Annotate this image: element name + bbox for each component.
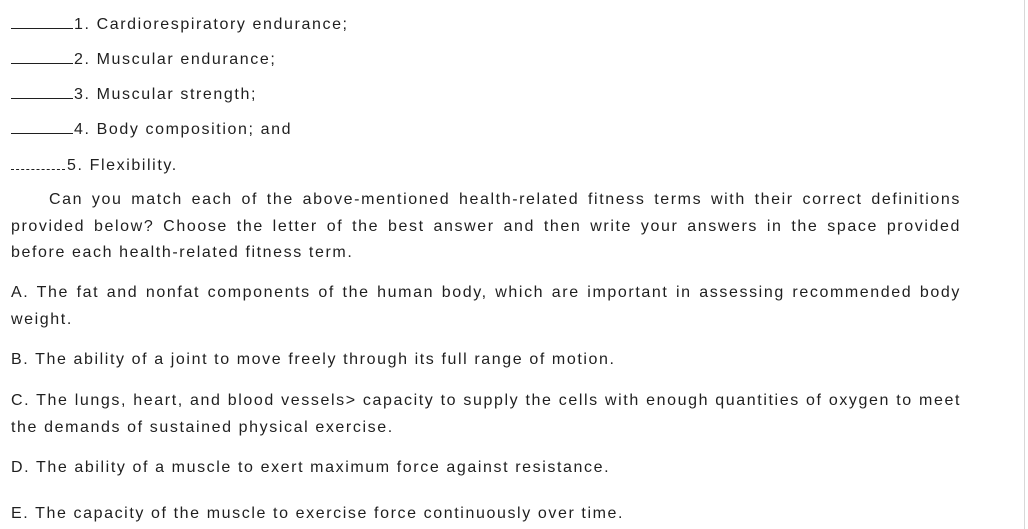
definition-c: C. The lungs, heart, and blood vessels> capacity to supply the cells with enough quantities of oxygen to meet the demands of sustained physical exercise. xyxy=(11,392,961,436)
instructions-paragraph: Can you match each of the above-mentioned health-related fitness terms with their correct definitions provided below? Choose the letter of the best answer and then write your answers in the space provided before each health-related fitness term. xyxy=(11,191,961,261)
term-item-3 xyxy=(11,84,257,105)
term-text: 5. Flexibility. xyxy=(67,157,178,174)
definition-e: E. The capacity of the muscle to exercise force continuously over time. xyxy=(11,505,625,522)
term-text: 3. Muscular strength; xyxy=(74,86,257,103)
answer-blank[interactable] xyxy=(11,14,73,29)
term-item-4 xyxy=(11,119,292,140)
term-text: 1. Cardiorespiratory endurance; xyxy=(74,16,349,33)
answer-blank[interactable] xyxy=(11,84,73,99)
term-item-1 xyxy=(11,14,349,35)
term-item-2 xyxy=(11,49,276,70)
definition-d: D. The ability of a muscle to exert maximum force against resistance. xyxy=(11,459,611,476)
term-text: 2. Muscular endurance; xyxy=(74,51,277,68)
term-text: 4. Body composition; and xyxy=(74,121,293,138)
page-edge-divider xyxy=(1024,0,1025,529)
definition-a: A. The fat and nonfat components of the human body, which are important in assessing recommended body weight. xyxy=(11,284,961,328)
term-item-5 xyxy=(11,155,178,176)
definition-b: B. The ability of a joint to move freely through its full range of motion. xyxy=(11,351,616,368)
answer-blank[interactable] xyxy=(11,49,73,64)
answer-blank[interactable] xyxy=(11,155,65,170)
answer-blank[interactable] xyxy=(11,119,73,134)
